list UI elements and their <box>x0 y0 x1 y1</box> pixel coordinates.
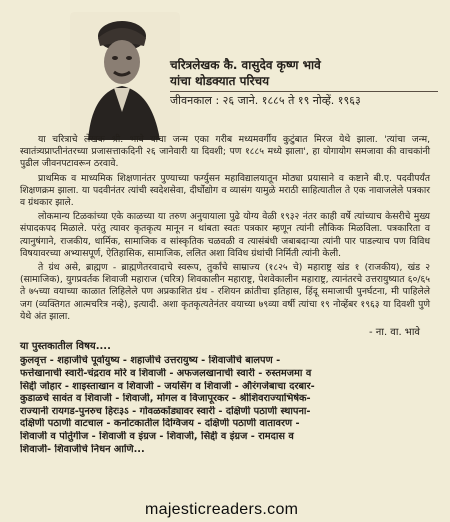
contents-line: कुलवृत्त - शहाजीचे पूर्वायुष्य - शहाजीचे उत्तरायुष्य - शिवाजीचे बालपण - <box>20 355 281 367</box>
biography-paragraph: या चरित्राचे लेखक श्री. भावे यांचा जन्म एका गरीब मध्यमवर्गीय कुटुंबात मिरज येथे झाला. 'त्यांचा जन्म, स्वातंत्र्यप्राप्तीनंतरच्या प्रजासत्ताकदिनी २६ जानेवारी या दिवशी; पण १८८५ मध्ये झाला', हा योगायोग समजावा की वाचकांनी पुढील जीवनपटावरून ठरवावे. <box>20 134 430 170</box>
heading-line-1: चरित्रलेखक कै. वासुदेव कृष्ण भावे <box>170 58 321 72</box>
author-portrait-drawing <box>70 12 180 140</box>
signature: - ना. वा. भावे <box>369 327 420 339</box>
biography-paragraph: लोकमान्य टिळकांच्या एके काळच्या या तरुण अनुयायाला पुढे योग्य वेळी १९३२ नंतर काही वर्षे त्यांच्याच केसरीचे मुख्य संपादकपद मिळाले. परंतु त्यावर कृतकृत्य मानून न थांबता स्वतः पत्रकार म्हणून त्यांनी लौकिक मिळविला. पत्रकारिता व त्यानुषंगाने, राजकीय, धार्मिक, सामाजिक व सांस्कृतिक चळवळी व त्यासंबंधी जबाबदाऱ्या त्यांनी पार पाडल्याच पण विविध विषयावरच्या अभ्यासपूर्ण, ऐतिहासिक, सामाजिक, ललित अशा विविध ग्रंथांची निर्मिती त्यांनी केली. <box>20 211 430 259</box>
site-watermark: majesticreaders.com <box>145 501 299 518</box>
biography-body <box>20 134 430 456</box>
contents-line: शिवाजी- शिवाजीचे निधन आणि... <box>20 443 145 455</box>
contents-list <box>20 355 430 456</box>
heading-divider <box>170 91 438 92</box>
biography-paragraph: ते ग्रंथ असे, ब्राह्मण - ब्राह्मणेतरवादाचे स्वरूप, तुर्कांचे साम्राज्य (१८२५ चे) महाराष्ट्र खंड १ (राजकीय), खंड २ (सामाजिक), युगप्रवर्तक शिवाजी महाराज (चरित्र) शिवकालीन महाराष्ट्र, पेशवेकालीन महाराष्ट्र, त्यानंतरचे उत्तरायुष्यात ६०/६५ ते ७५च्या वयाच्या काळात लिहिलेले पण अप्रकाशित ग्रंथ - रशियन क्रांतीचा इतिहास, हिंदू समाजाची पुनर्घटना, मी पाहिलेले जग (व्यक्तिगत आत्मचरित्र नव्हे), इत्यादी. अशा कृतकृत्यतेनंतर वयाच्या ७९व्या वर्षी त्यांचा १९ नोव्हेंबर १९६३ या दिवशी पुणे येथे अंत झाला. <box>20 262 430 322</box>
lifespan-text: जीवनकाल : २६ जाने. १८८५ ते १९ नोव्हें. १९६३ <box>170 94 361 107</box>
contents-line: सिद्दी जोहार - शाइस्ताखान व शिवाजी - जयसिंग व शिवाजी - औरंगजेबाचा दरबार- <box>20 380 315 392</box>
contents-line: शिवाजी व पोर्तुगीज - शिवाजी व इंग्रज - शिवाजी, सिद्दी व इंग्रज - रामदास व <box>20 431 294 443</box>
biography-paragraph: प्राथमिक व माध्यमिक शिक्षणानंतर पुण्याच्या फर्ग्युसन महाविद्यालयातून मोठ्या प्रयासाने व कष्टाने बी.ए. पदवीपर्यंत शिक्षणक्रम झाला. या पदवीनंतर त्यांची स्वदेशसेवा, दीर्घोद्योग व व्यासंग यामुळे मराठी साहित्यातील ते एक नावाजलेले पत्रकार व ग्रंथकार झाले. <box>20 172 430 209</box>
contents-title: या पुस्तकातील विषय.... <box>20 341 111 353</box>
header-section <box>0 0 450 150</box>
heading-line-2: यांचा थोडक्यात परिचय <box>170 74 270 88</box>
contents-line: राज्यानी रायगड-पुनरुच हिरः३ऽ - गोवळकोंड्यावर स्वारी - दक्षिणी पठाणी स्थापना- <box>20 405 311 417</box>
author-heading <box>170 57 438 127</box>
contents-line: फत्तेखानाची स्वारी-चंद्रराव मोरे व शिवाजी - अफजलखानाची स्वारी - रुस्तमजमा व <box>20 368 312 380</box>
contents-line: कुडाळचे सावंत व शिवाजी - शिवाजी, मोगल व विजापूरकर - श्रीशिवराज्याभिषेक- <box>20 393 311 405</box>
contents-line: दक्षिणी पठाणी वाटचाल - कर्नाटकातील दिग्विजय - दक्षिणी पठाणी वातावरण - <box>20 418 300 430</box>
author-portrait <box>70 12 180 140</box>
